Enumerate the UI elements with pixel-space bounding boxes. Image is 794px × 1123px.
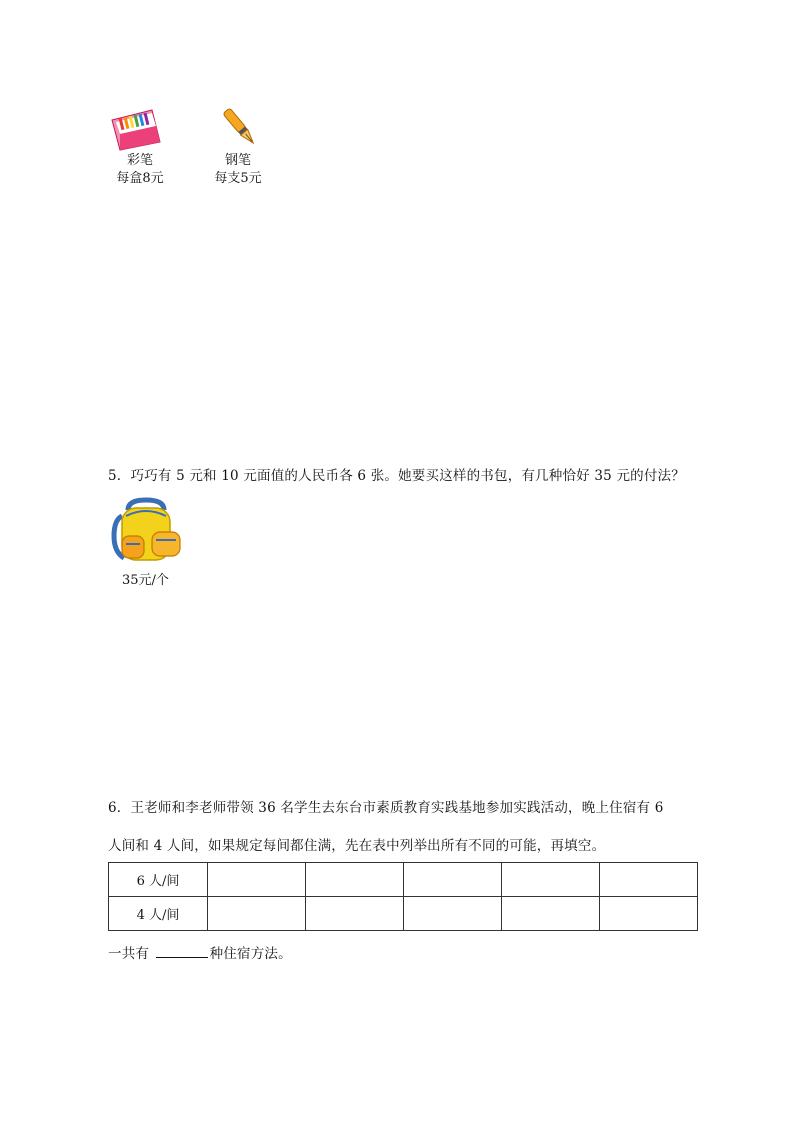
fountain-pen-item (198, 104, 278, 188)
answer-blank[interactable] (156, 943, 208, 958)
pen-name: 钢笔 (224, 153, 251, 168)
pen-price: 每支5元 (214, 171, 262, 186)
table-row (109, 863, 698, 897)
row-label-6-person: 6 人/间 (109, 863, 208, 897)
crayon-name: 彩笔 (126, 153, 153, 168)
answer-prefix: 一共有 (108, 946, 150, 962)
table-cell[interactable] (600, 863, 698, 897)
lodging-table (108, 862, 698, 931)
table-cell[interactable] (502, 863, 600, 897)
table-cell[interactable] (404, 863, 502, 897)
table-cell[interactable] (306, 863, 404, 897)
answer-suffix: 种住宿方法。 (209, 946, 292, 962)
crayon-box-item (100, 104, 180, 188)
question-6-line2: 人间和 4 人间，如果规定每间都住满，先在表中列举出所有不同的可能，再填空。 (108, 838, 606, 854)
fountain-pen-icon (216, 104, 264, 152)
question-6-line1: 6．王老师和李老师带领 36 名学生去东台市素质教育实践基地参加实践活动，晚上住宿有 6 (108, 800, 664, 816)
crayon-box-icon (108, 104, 164, 152)
crayon-price: 每盒8元 (116, 171, 164, 186)
backpack-price: 35元/个 (122, 573, 169, 588)
table-row (109, 897, 698, 931)
table-cell[interactable] (502, 897, 600, 931)
answer-line (108, 942, 292, 962)
backpack-item (108, 496, 188, 590)
table-cell[interactable] (404, 897, 502, 931)
table-cell[interactable] (208, 863, 306, 897)
table-cell[interactable] (306, 897, 404, 931)
table-cell[interactable] (600, 897, 698, 931)
row-label-4-person: 4 人/间 (109, 897, 208, 931)
backpack-icon (108, 496, 186, 568)
question-5-text: 5．巧巧有 5 元和 10 元面值的人民币各 6 张。她要买这样的书包，有几种恰好 35 元的付法？ (108, 468, 685, 484)
table-cell[interactable] (208, 897, 306, 931)
